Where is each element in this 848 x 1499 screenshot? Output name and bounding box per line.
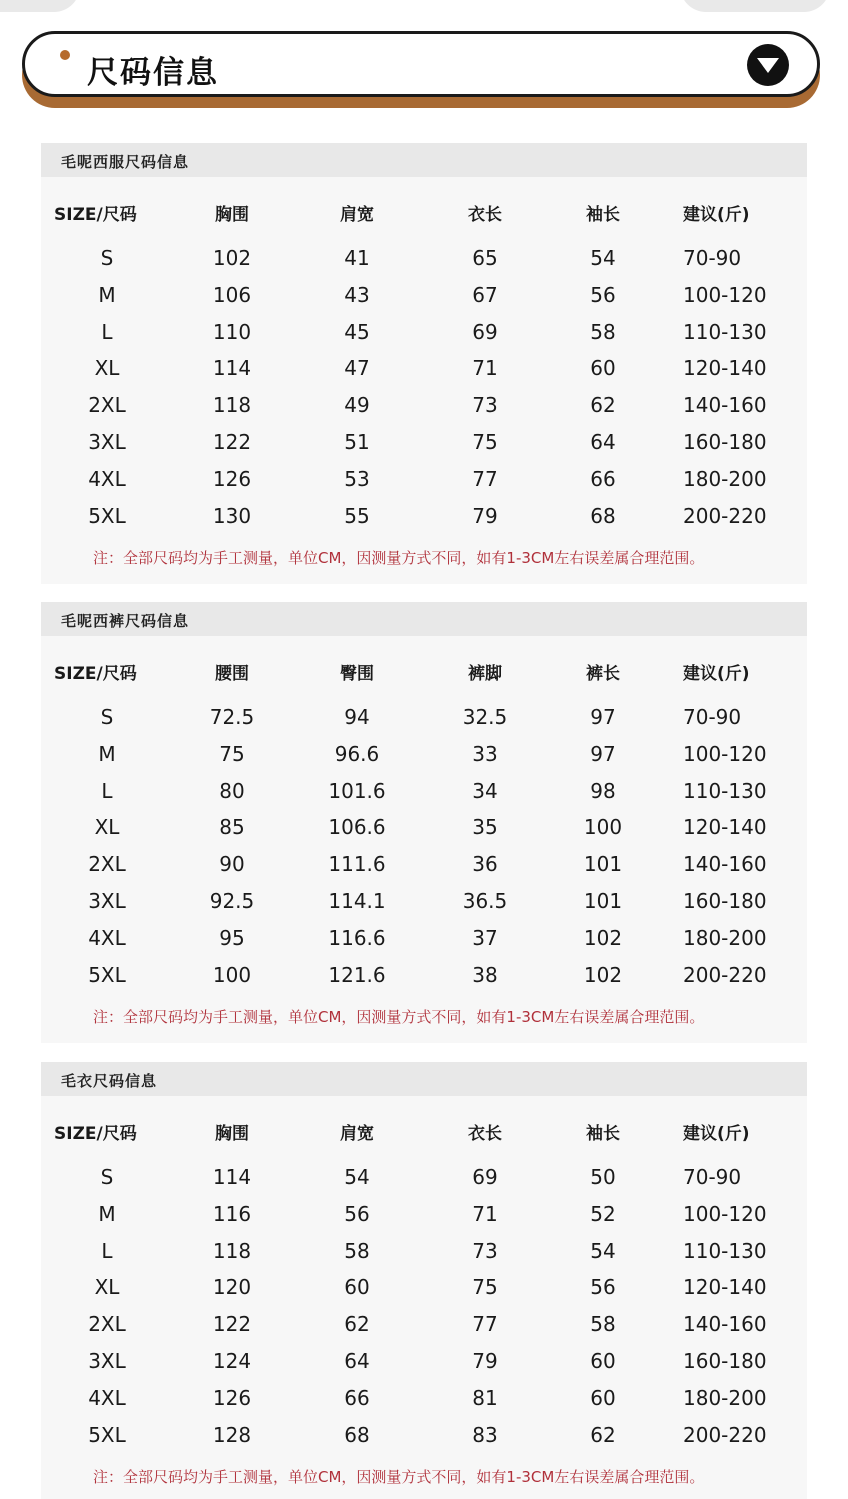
table-cell: 106.6	[328, 815, 386, 840]
table-cell: 90	[219, 852, 245, 877]
table-cell: 81	[472, 1385, 498, 1410]
table-cell: 52	[590, 1201, 616, 1226]
table-cell: 2XL	[88, 852, 126, 877]
table-cell: 54	[590, 1238, 616, 1263]
table-cell: 110-130	[683, 1238, 767, 1263]
table-cell: M	[98, 741, 116, 766]
table-cell: 58	[590, 1312, 616, 1337]
table-cell: 73	[472, 1238, 498, 1263]
column-header: 臀围	[340, 664, 374, 684]
table-cell: 97	[590, 741, 616, 766]
column-header: SIZE/尺码	[54, 205, 137, 225]
table-cell: 100	[212, 962, 252, 987]
table-cell: 97	[590, 705, 616, 729]
top-tab-right[interactable]	[680, 0, 830, 12]
table-cell: 83	[472, 1422, 498, 1447]
table-cell: 98	[590, 778, 616, 803]
table-cell: 69	[472, 319, 498, 344]
table-cell: 106	[212, 282, 252, 307]
table-title: 毛呢西裤尺码信息	[61, 612, 190, 630]
chevron-down-icon[interactable]	[747, 44, 789, 86]
table-cell: 96.6	[334, 741, 380, 766]
measurement-note: 注：全部尺码均为手工测量，单位CM，因测量方式不同，如有1-3CM左右误差属合理范围。	[93, 549, 705, 567]
table-cell: 62	[344, 1312, 370, 1337]
table-cell: 122	[212, 1312, 252, 1337]
table-cell: 72.5	[209, 705, 255, 729]
table-cell: 200-220	[683, 503, 767, 528]
table-cell: L	[101, 778, 113, 803]
table-cell: 102	[583, 925, 623, 950]
table-cell: 120	[212, 1275, 252, 1300]
table-cell: 56	[344, 1201, 370, 1226]
column-header: 袖长	[586, 1124, 620, 1144]
table-cell: 38	[472, 962, 498, 987]
table-cell: 101	[583, 889, 623, 913]
table-cell: 130	[212, 503, 252, 528]
table-cell: 62	[590, 393, 616, 418]
column-header: 衣长	[468, 1124, 502, 1144]
table-cell: 77	[472, 466, 498, 491]
table-cell: L	[101, 1238, 113, 1263]
table-cell: 114	[212, 1165, 252, 1189]
table-cell: 140-160	[683, 852, 767, 877]
table-cell: 37	[472, 925, 498, 950]
table-cell: 85	[219, 815, 245, 840]
table-cell: 128	[212, 1422, 252, 1447]
table-cell: 116.6	[328, 925, 386, 950]
table-cell: 60	[590, 1385, 616, 1410]
table-cell: 36	[472, 852, 498, 877]
table-cell: 60	[590, 356, 616, 381]
table-cell: 65	[472, 246, 498, 270]
table-cell: 140-160	[683, 1312, 767, 1337]
table-cell: 56	[590, 282, 616, 307]
measurement-note: 注：全部尺码均为手工测量，单位CM，因测量方式不同，如有1-3CM左右误差属合理范围。	[93, 1468, 705, 1486]
table-cell: 100-120	[683, 1201, 767, 1226]
table-cell: 160-180	[683, 1349, 767, 1373]
table-cell: 111.6	[328, 852, 386, 877]
table-cell: 4XL	[88, 925, 126, 950]
table-cell: 160-180	[683, 889, 767, 913]
table-cell: 64	[590, 430, 616, 454]
table-cell: 35	[472, 815, 498, 840]
table-cell: 110-130	[683, 778, 767, 803]
table-cell: 55	[344, 503, 370, 528]
table-cell: 100-120	[683, 282, 767, 307]
table-cell: 102	[583, 962, 623, 987]
table-cell: 62	[590, 1422, 616, 1447]
table-cell: 95	[219, 925, 245, 950]
table-cell: 200-220	[683, 1422, 767, 1447]
table-cell: 110-130	[683, 319, 767, 344]
column-header: SIZE/尺码	[54, 1124, 137, 1144]
size-table	[41, 143, 807, 584]
table-cell: 67	[472, 282, 498, 307]
table-cell: 5XL	[88, 503, 126, 528]
table-cell: 60	[590, 1349, 616, 1373]
table-cell: M	[98, 282, 116, 307]
table-cell: 118	[212, 393, 252, 418]
table-cell: 5XL	[88, 962, 126, 987]
table-cell: 110	[212, 319, 252, 344]
table-cell: M	[98, 1201, 116, 1226]
table-cell: 34	[472, 778, 498, 803]
table-cell: 3XL	[88, 889, 126, 913]
table-cell: 140-160	[683, 393, 767, 418]
table-cell: 100-120	[683, 741, 767, 766]
table-cell: 126	[212, 466, 252, 491]
table-cell: 69	[472, 1165, 498, 1189]
column-header: 衣长	[468, 205, 502, 225]
table-cell: 114	[212, 356, 252, 381]
table-cell: 70-90	[683, 246, 742, 270]
table-cell: 75	[472, 430, 498, 454]
table-cell: 118	[212, 1238, 252, 1263]
table-cell: 79	[472, 503, 498, 528]
table-cell: 102	[212, 246, 252, 270]
table-cell: 180-200	[683, 925, 767, 950]
table-cell: 66	[344, 1385, 370, 1410]
table-cell: 77	[472, 1312, 498, 1337]
table-cell: 101.6	[328, 778, 386, 803]
table-cell: 58	[590, 319, 616, 344]
table-cell: 79	[472, 1349, 498, 1373]
table-cell: 71	[472, 1201, 498, 1226]
column-header: 胸围	[215, 205, 249, 225]
column-header: 建议(斤)	[683, 1124, 750, 1144]
table-cell: 116	[212, 1201, 252, 1226]
table-cell: 126	[212, 1385, 252, 1410]
table-title-bar	[41, 143, 807, 177]
column-header: 胸围	[215, 1124, 249, 1144]
table-cell: 122	[212, 430, 252, 454]
column-header: SIZE/尺码	[54, 664, 137, 684]
column-header: 建议(斤)	[683, 205, 750, 225]
table-cell: 2XL	[88, 1312, 126, 1337]
size-table	[41, 602, 807, 1043]
table-cell: 50	[590, 1165, 616, 1189]
table-cell: 51	[344, 430, 370, 454]
table-title: 毛衣尺码信息	[61, 1072, 158, 1090]
table-cell: 33	[472, 741, 498, 766]
column-header: 裤脚	[468, 664, 502, 684]
table-cell: 120-140	[683, 356, 767, 381]
table-cell: 120-140	[683, 815, 767, 840]
table-cell: 43	[344, 282, 370, 307]
table-cell: 92.5	[209, 889, 255, 913]
table-cell: 160-180	[683, 430, 767, 454]
column-header: 建议(斤)	[683, 664, 750, 684]
table-cell: 73	[472, 393, 498, 418]
table-cell: 49	[344, 393, 370, 418]
table-cell: 60	[344, 1275, 370, 1300]
top-tab-left[interactable]	[0, 0, 80, 12]
table-cell: 75	[472, 1275, 498, 1300]
column-header: 肩宽	[340, 1124, 374, 1144]
table-cell: S	[100, 246, 114, 270]
table-cell: 68	[590, 503, 616, 528]
table-cell: XL	[94, 815, 120, 840]
table-cell: S	[100, 1165, 114, 1189]
table-cell: 80	[219, 778, 245, 803]
size-info-banner	[22, 31, 820, 97]
size-table	[41, 1062, 807, 1499]
table-cell: 47	[344, 356, 370, 381]
table-cell: 100	[583, 815, 623, 840]
table-cell: 101	[583, 852, 623, 877]
table-cell: 70-90	[683, 705, 742, 729]
table-cell: 114.1	[328, 889, 386, 913]
table-cell: 180-200	[683, 466, 767, 491]
table-cell: XL	[94, 1275, 120, 1300]
table-cell: 32.5	[462, 705, 508, 729]
column-header: 肩宽	[340, 205, 374, 225]
table-cell: 3XL	[88, 1349, 126, 1373]
dot-icon	[60, 50, 70, 60]
table-cell: 3XL	[88, 430, 126, 454]
table-cell: 68	[344, 1422, 370, 1447]
table-cell: 120-140	[683, 1275, 767, 1300]
column-header: 袖长	[586, 205, 620, 225]
table-cell: 58	[344, 1238, 370, 1263]
table-cell: 56	[590, 1275, 616, 1300]
table-title-bar	[41, 1062, 807, 1096]
table-title-bar	[41, 602, 807, 636]
table-cell: 54	[344, 1165, 370, 1189]
table-cell: 45	[344, 319, 370, 344]
table-cell: 4XL	[88, 1385, 126, 1410]
table-cell: S	[100, 705, 114, 729]
table-title: 毛呢西服尺码信息	[61, 153, 190, 171]
table-cell: 54	[590, 246, 616, 270]
table-cell: 121.6	[328, 962, 386, 987]
table-cell: 5XL	[88, 1422, 126, 1447]
table-cell: XL	[94, 356, 120, 381]
column-header: 腰围	[215, 664, 249, 684]
column-header: 裤长	[586, 664, 620, 684]
table-cell: L	[101, 319, 113, 344]
table-cell: 94	[344, 705, 370, 729]
table-cell: 70-90	[683, 1165, 742, 1189]
measurement-note: 注：全部尺码均为手工测量，单位CM，因测量方式不同，如有1-3CM左右误差属合理范围。	[93, 1008, 705, 1026]
table-cell: 64	[344, 1349, 370, 1373]
table-cell: 53	[344, 466, 370, 491]
banner-title: 尺码信息	[87, 55, 219, 91]
table-cell: 2XL	[88, 393, 126, 418]
table-cell: 4XL	[88, 466, 126, 491]
table-cell: 41	[344, 246, 370, 270]
table-cell: 180-200	[683, 1385, 767, 1410]
table-cell: 71	[472, 356, 498, 381]
table-cell: 124	[212, 1349, 252, 1373]
table-cell: 75	[219, 741, 245, 766]
table-cell: 66	[590, 466, 616, 491]
table-cell: 36.5	[462, 889, 508, 913]
table-cell: 200-220	[683, 962, 767, 987]
